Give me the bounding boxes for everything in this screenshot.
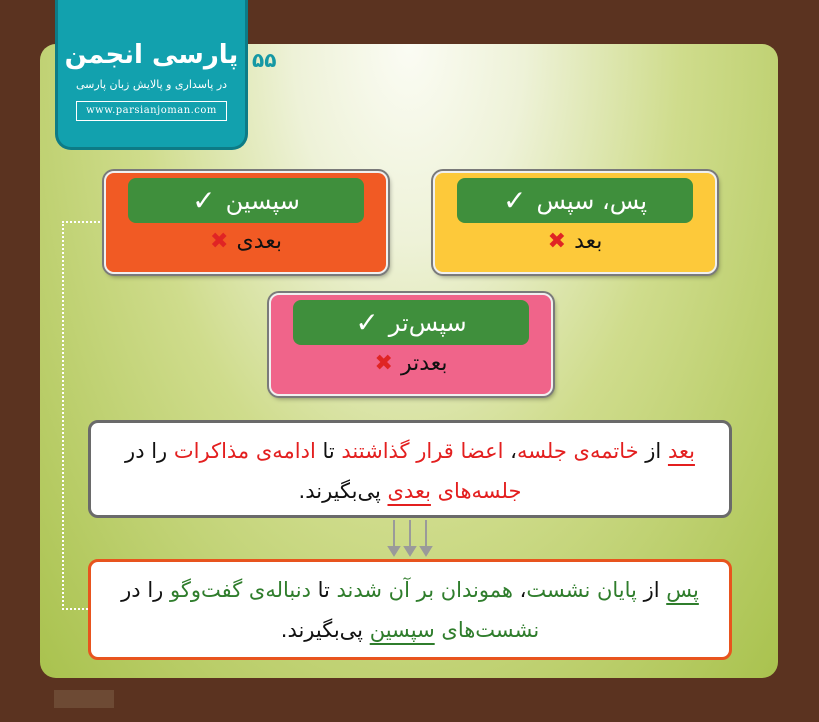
highlight-word: بعد — [667, 439, 695, 463]
persian-word-text: هموندان بر آن شدند — [336, 578, 513, 602]
persian-word-text: دنباله‌ی گفت‌وگو — [169, 578, 311, 602]
highlight-word: بعدی — [387, 479, 431, 503]
highlight-word: پس — [666, 578, 699, 602]
corner-stamp — [54, 690, 114, 708]
check-icon: ✓ — [355, 305, 379, 339]
loanword-text: خاتمه‌ی جلسه — [516, 439, 639, 463]
sentence-text: از — [636, 578, 667, 602]
sentence-text: ، — [503, 439, 517, 463]
correct-word-box — [457, 178, 693, 223]
option-box-sepasin — [104, 171, 388, 274]
sentence-text: ، — [512, 578, 527, 602]
loanword-text: جلسه‌های — [437, 479, 522, 503]
highlight-word: سپسین — [369, 618, 435, 642]
brand-tagline: در پاسداری و پالایش زبان پارسی — [75, 78, 228, 91]
sentence-text: را در — [121, 578, 170, 602]
wrong-word: بعدی — [236, 229, 282, 254]
connector-line — [62, 221, 104, 610]
option-box-sepastar — [269, 293, 553, 396]
sentence-text: پی‌بگیرند. — [280, 618, 370, 642]
cross-icon: ✖ — [210, 229, 229, 254]
correct-word: سپس‌تر — [388, 308, 467, 337]
wrong-word-row — [271, 351, 551, 376]
check-icon: ✓ — [502, 183, 527, 217]
sentence-text: را در — [125, 439, 174, 463]
cross-icon: ✖ — [547, 229, 567, 254]
sentence-box-original — [88, 420, 732, 518]
correct-word-box — [293, 300, 529, 345]
page-number: ۵۵ — [252, 48, 277, 72]
option-box-pas — [433, 171, 717, 274]
correct-word: سپسین — [225, 186, 300, 215]
sentence-text: تا — [310, 578, 337, 602]
correct-word-box — [128, 178, 364, 223]
persian-word-text: نشست‌های — [441, 618, 540, 642]
loanword-text: ادامه‌ی مذاکرات — [173, 439, 316, 463]
sentence-text — [431, 479, 438, 503]
cross-icon: ✖ — [374, 351, 393, 376]
persian-word-text: پایان نشست — [526, 578, 637, 602]
sentence-box-corrected — [88, 559, 732, 660]
wrong-word-row — [435, 229, 715, 254]
sentence-text: پی‌بگیرند. — [298, 479, 388, 503]
wrong-word-row — [106, 229, 386, 254]
sentence-text: از — [638, 439, 668, 463]
wrong-word: بعد — [574, 229, 603, 254]
wrong-word: بعدتر — [400, 351, 448, 376]
brand-name: پارسی انجمن — [64, 40, 239, 70]
correct-word: پس، سپس — [536, 186, 648, 215]
brand-url: www.parsianjoman.com — [76, 101, 227, 121]
loanword-text: اعضا قرار گذاشتند — [341, 439, 504, 463]
check-icon: ✓ — [192, 183, 216, 217]
brand-logo[interactable] — [55, 0, 248, 150]
sentence-text: تا — [315, 439, 342, 463]
arrow-down-icon — [385, 520, 435, 558]
